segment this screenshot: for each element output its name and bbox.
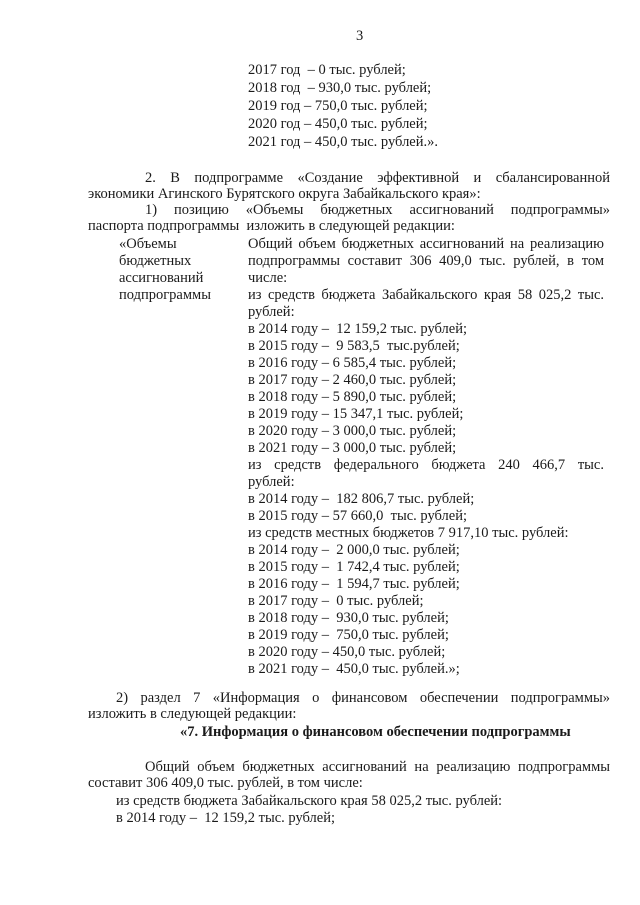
paragraph-line: 2) раздел 7 «Информация о финансовом обеспечении подпрограммы» [116,690,610,706]
table-right-line: в 2019 году – 750,0 тыс. рублей; [248,627,449,643]
table-right-line: в 2017 году – 2 460,0 тыс. рублей; [248,372,457,388]
table-left-line: ассигнований [119,270,204,286]
paragraph-line: экономики Агинского Бурятского округа Забайкальского края»: [88,186,481,202]
section-heading: «7. Информация о финансовом обеспечении подпрограммы [180,724,571,740]
table-right-line: числе: [248,270,288,286]
paragraph-line: составит 306 409,0 тыс. рублей, в том числе: [88,775,363,791]
paragraph-line: 2. В подпрограмме «Создание эффективной и сбалансированной [145,170,610,186]
paragraph-line: изложить в следующей редакции: [88,706,297,722]
top-list-item: 2021 год – 450,0 тыс. рублей.». [248,134,439,150]
top-list-item: 2020 год – 450,0 тыс. рублей; [248,116,428,132]
table-right-line: в 2014 году – 2 000,0 тыс. рублей; [248,542,460,558]
table-right-line: в 2020 году – 3 000,0 тыс. рублей; [248,423,457,439]
paragraph-line: в 2014 году – 12 159,2 тыс. рублей; [116,810,336,826]
paragraph-line: из средств бюджета Забайкальского края 58 025,2 тыс. рублей: [116,793,503,809]
top-list-item: 2017 год – 0 тыс. рублей; [248,62,406,78]
table-right-line: в 2018 году – 930,0 тыс. рублей; [248,610,449,626]
table-right-line: в 2016 году – 1 594,7 тыс. рублей; [248,576,460,592]
table-right-line: Общий объем бюджетных ассигнований на реализацию [248,236,604,252]
table-left-line: бюджетных [119,253,192,269]
table-right-line: подпрограммы составит 306 409,0 тыс. рублей, в том [248,253,604,269]
table-right-line: в 2014 году – 182 806,7 тыс. рублей; [248,491,475,507]
table-right-line: в 2016 году – 6 585,4 тыс. рублей; [248,355,457,371]
table-left-line: подпрограммы [119,287,211,303]
table-right-line: из средств местных бюджетов 7 917,10 тыс. рублей: [248,525,569,541]
table-right-line: в 2015 году – 9 583,5 тыс.рублей; [248,338,460,354]
table-right-line: в 2018 году – 5 890,0 тыс. рублей; [248,389,457,405]
table-right-line: в 2021 году – 450,0 тыс. рублей.»; [248,661,460,677]
table-right-line: в 2019 году – 15 347,1 тыс. рублей; [248,406,464,422]
table-right-line: рублей: [248,474,295,490]
top-list-item: 2019 год – 750,0 тыс. рублей; [248,98,428,114]
table-right-line: в 2015 году – 57 660,0 тыс. рублей; [248,508,468,524]
paragraph-line: паспорта подпрограммы изложить в следующей редакции: [88,218,455,234]
table-right-line: в 2017 году – 0 тыс. рублей; [248,593,424,609]
table-right-line: в 2021 году – 3 000,0 тыс. рублей; [248,440,457,456]
table-right-line: из средств федерального бюджета 240 466,7 тыс. [248,457,604,473]
table-right-line: в 2014 году – 12 159,2 тыс. рублей; [248,321,468,337]
table-right-line: в 2015 году – 1 742,4 тыс. рублей; [248,559,460,575]
table-right-line: в 2020 году – 450,0 тыс. рублей; [248,644,446,660]
page-number: 3 [356,28,364,44]
table-right-line: рублей: [248,304,295,320]
table-right-line: из средств бюджета Забайкальского края 58 025,2 тыс. [248,287,604,303]
table-left-line: «Объемы [119,236,177,252]
paragraph-line: 1) позицию «Объемы бюджетных ассигнований подпрограммы» [145,202,610,218]
top-list-item: 2018 год – 930,0 тыс. рублей; [248,80,432,96]
paragraph-line: Общий объем бюджетных ассигнований на реализацию подпрограммы [145,759,610,775]
